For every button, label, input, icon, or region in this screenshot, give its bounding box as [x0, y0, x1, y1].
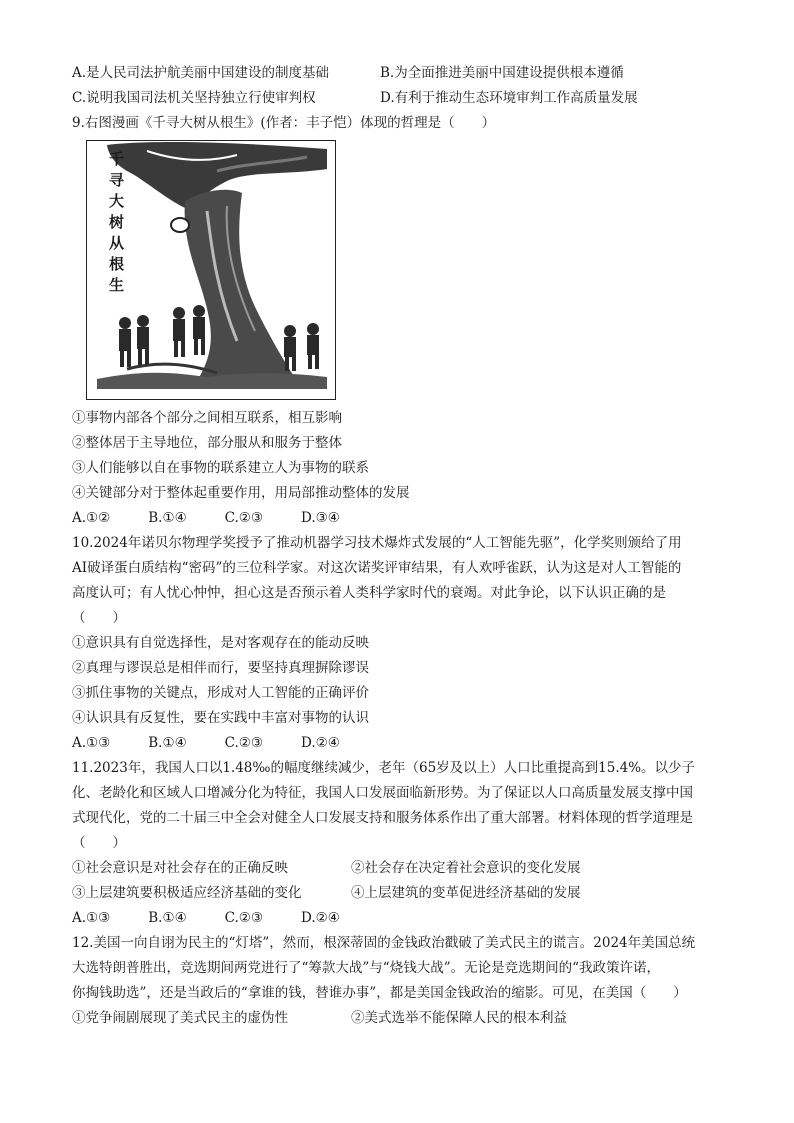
- q11-options: [72, 909, 378, 927]
- q10-item-3: ③抓住事物的关键点，形成对人工智能的正确评价: [72, 685, 369, 701]
- q10-item-2: ②真理与谬误总是相伴而行，要坚持真理摒除谬误: [72, 660, 369, 676]
- q11-stem-line3: 式现代化，党的二十届三中全会对健全人口发展支持和服务体系作出了重大部署。材料体现的哲学道理是: [72, 810, 693, 826]
- q10-stem-line4: （ ）: [72, 610, 126, 626]
- q9-item-2: ②整体居于主导地位，部分服从和服务于整体: [72, 435, 342, 451]
- q9-option-b: B.①④: [148, 510, 187, 526]
- q8-option-a: A.是人民司法护航美丽中国建设的制度基础: [72, 65, 330, 81]
- q9-stem: 9.右图漫画《千寻大树从根生》(作者：丰子恺）体现的哲理是（ ）: [72, 115, 496, 131]
- q11-item-4: ④上层建筑的变革促进经济基础的发展: [351, 885, 581, 901]
- comic-illustration: [86, 140, 336, 400]
- q12-item-1: ①党争闹剧展现了美式民主的虚伪性: [72, 1010, 288, 1026]
- q9-option-a: A.①②: [72, 510, 111, 526]
- q12-item-2: ②美式选举不能保障人民的根本利益: [351, 1010, 567, 1026]
- q9-option-c: C.②③: [224, 510, 264, 526]
- q10-stem-line2: AI破译蛋白质结构“密码”的三位科学家。对这次诺奖评审结果，有人欢呼雀跃，认为这是对人工智能的: [72, 560, 682, 576]
- q10-option-c: C.②③: [224, 735, 264, 751]
- q9-item-3: ③人们能够以自在事物的联系建立人为事物的联系: [72, 460, 369, 476]
- comic-caption: 千寻大树从根生: [109, 150, 125, 294]
- q12-stem-line1: 12.美国一向自诩为民主的“灯塔”，然而，根深蒂固的金钱政治戳破了美式民主的谎言。2024年美国总统: [72, 935, 696, 951]
- q12-stem-line2: 大选特朗普胜出，竞选期间两党进行了“筹款大战”与“烧钱大战”。无论是竞选期间的“我政策许诺，: [72, 960, 661, 976]
- q11-option-b: B.①④: [148, 910, 187, 926]
- q8-option-b: B.为全面推进美丽中国建设提供根本遵循: [380, 65, 624, 81]
- q12-stem-line3: 你掏钱助选”，还是当政后的“拿谁的钱，替谁办事”，都是美国金钱政治的缩影。可见，在美国（ ）: [72, 985, 687, 1001]
- q11-option-d: D.②④: [301, 910, 340, 926]
- q10-option-b: B.①④: [148, 735, 187, 751]
- q11-item-1: ①社会意识是对社会存在的正确反映: [72, 860, 288, 876]
- q9-options: [72, 509, 378, 527]
- q10-stem-line3: 高度认可；有人忧心忡忡，担心这是否预示着人类科学家时代的衰竭。对此争论，以下认识正确的是: [72, 585, 666, 601]
- q10-option-a: A.①③: [72, 735, 111, 751]
- q11-item-2: ②社会存在决定着社会意识的变化发展: [351, 860, 581, 876]
- q8-option-c: C.说明我国司法机关坚持独立行使审判权: [72, 90, 316, 106]
- q8-option-d: D.有利于推动生态环境审判工作高质量发展: [380, 90, 638, 106]
- q10-options: [72, 734, 378, 752]
- q9-item-4: ④关键部分对于整体起重要作用，用局部推动整体的发展: [72, 485, 410, 501]
- q11-stem-line1: 11.2023年，我国人口以1.48‰的幅度继续减少，老年（65岁及以上）人口比重提高到15.4%。以少子: [72, 760, 696, 776]
- q10-option-d: D.②④: [301, 735, 340, 751]
- q9-item-1: ①事物内部各个部分之间相互联系，相互影响: [72, 410, 342, 426]
- q11-option-c: C.②③: [224, 910, 264, 926]
- q10-item-4: ④认识具有反复性，要在实践中丰富对事物的认识: [72, 710, 369, 726]
- q11-option-a: A.①③: [72, 910, 111, 926]
- q10-stem-line1: 10.2024年诺贝尔物理学奖授予了推动机器学习技术爆炸式发展的“人工智能先驱”，化学奖则颁给了用: [72, 535, 682, 551]
- q11-item-3: ③上层建筑要积极适应经济基础的变化: [72, 885, 302, 901]
- q11-stem-line2: 化、老龄化和区域人口增减分化为特征，我国人口发展面临新形势。为了保证以人口高质量发展支撑中国: [72, 785, 693, 801]
- q10-item-1: ①意识具有自觉选择性，是对客观存在的能动反映: [72, 635, 369, 651]
- q9-option-d: D.③④: [301, 510, 340, 526]
- q11-stem-line4: （ ）: [72, 835, 126, 851]
